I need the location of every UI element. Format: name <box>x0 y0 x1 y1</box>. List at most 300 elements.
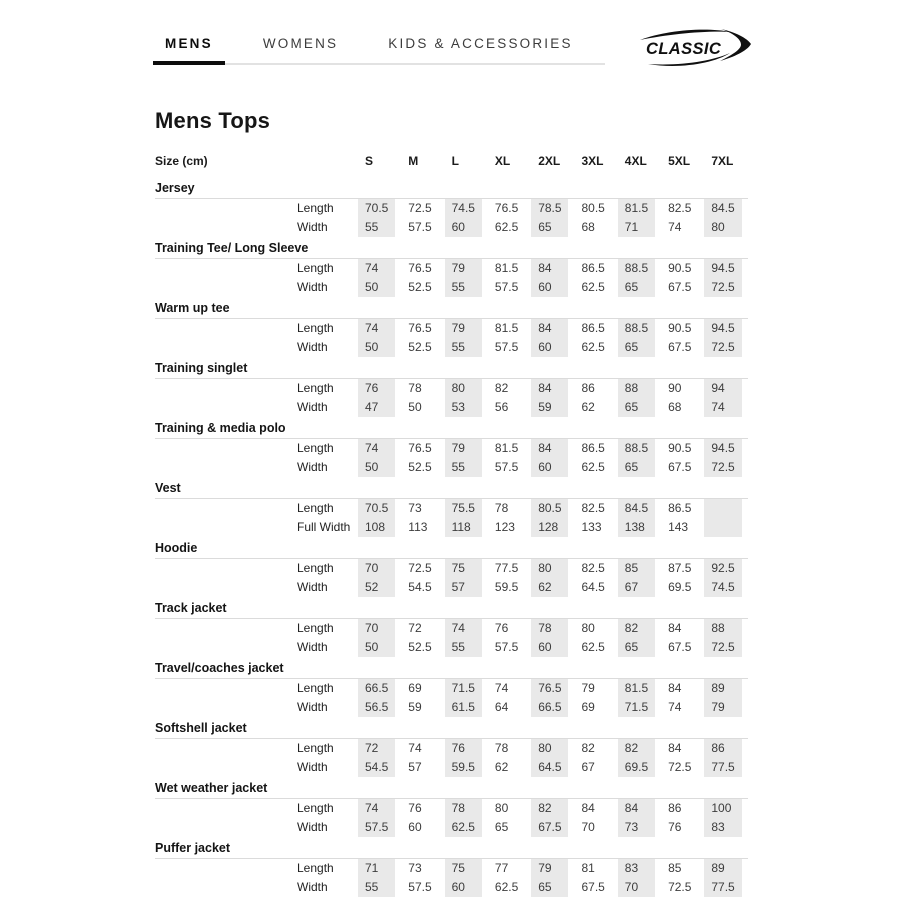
size-value-cell: 82 <box>488 379 531 398</box>
size-value-cell: 55 <box>445 638 488 657</box>
size-value-cell: 62.5 <box>445 818 488 837</box>
measurement-label: Width <box>297 460 328 474</box>
size-value-cell: 85 <box>661 859 704 878</box>
size-value-cell: 72.5 <box>401 559 444 578</box>
size-value-cell: 86.5 <box>661 499 704 518</box>
size-value-cell: 65 <box>618 638 661 657</box>
size-column-header: 3XL <box>581 154 604 168</box>
size-value-cell: 52.5 <box>401 338 444 357</box>
size-value-cell: 81.5 <box>488 439 531 458</box>
size-value-cell: 84 <box>661 619 704 638</box>
size-value-cell: 72.5 <box>401 199 444 218</box>
size-value-cell: 74.5 <box>704 578 747 597</box>
swoosh-arrow-icon <box>720 29 751 61</box>
size-value-cell: 67.5 <box>661 638 704 657</box>
size-value-cell: 82 <box>618 739 661 758</box>
size-value-cell: 82 <box>531 799 574 818</box>
size-value-cell: 57.5 <box>488 638 531 657</box>
size-value-cell: 113 <box>401 518 444 537</box>
size-value-cell: 100 <box>704 799 747 818</box>
size-value-cell: 133 <box>574 518 617 537</box>
measurement-row <box>155 518 748 537</box>
size-value-cell: 55 <box>358 878 401 897</box>
size-value-cell <box>704 499 747 518</box>
size-value-cell: 75.5 <box>445 499 488 518</box>
size-value-cell: 84 <box>531 259 574 278</box>
size-value-cell: 55 <box>445 458 488 477</box>
size-value-cell: 65 <box>488 818 531 837</box>
size-value-cell: 85 <box>618 559 661 578</box>
table-section <box>155 357 748 417</box>
measurement-label: Width <box>297 340 328 354</box>
size-value-cell: 79 <box>445 319 488 338</box>
size-value-cell: 62 <box>531 578 574 597</box>
size-value-cell: 78.5 <box>531 199 574 218</box>
size-value-cell: 77.5 <box>704 878 747 897</box>
size-value-cell: 70 <box>618 878 661 897</box>
table-section <box>155 537 748 597</box>
garment-category-label: Hoodie <box>155 537 748 559</box>
size-value-cell: 76.5 <box>531 679 574 698</box>
size-value-cell: 76.5 <box>401 259 444 278</box>
size-value-cell: 60 <box>531 458 574 477</box>
size-value-cell: 66.5 <box>531 698 574 717</box>
table-section <box>155 837 748 897</box>
size-value-cell: 74 <box>661 698 704 717</box>
size-value-cell: 73 <box>401 859 444 878</box>
size-value-cell: 79 <box>531 859 574 878</box>
measurement-row <box>155 578 748 597</box>
measurement-row <box>155 739 748 758</box>
size-value-cell: 68 <box>661 398 704 417</box>
table-section <box>155 597 748 657</box>
tab-mens[interactable]: MENS <box>165 36 213 65</box>
garment-category-label: Travel/coaches jacket <box>155 657 748 679</box>
size-column-header: 2XL <box>538 154 561 168</box>
size-value-cell: 89 <box>704 679 747 698</box>
measurement-label: Width <box>297 640 328 654</box>
classic-logo-graphic <box>636 26 754 68</box>
size-value-cell: 70 <box>574 818 617 837</box>
measurement-label: Width <box>297 580 328 594</box>
size-value-cell: 69 <box>574 698 617 717</box>
size-value-cell: 118 <box>445 518 488 537</box>
garment-category-label: Warm up tee <box>155 297 748 319</box>
size-value-cell: 84.5 <box>704 199 747 218</box>
size-value-cell: 128 <box>531 518 574 537</box>
size-value-cell: 73 <box>618 818 661 837</box>
measurement-row <box>155 439 748 458</box>
table-section <box>155 657 748 717</box>
size-value-cell: 94.5 <box>704 439 747 458</box>
size-value-cell: 75 <box>445 859 488 878</box>
size-value-cell: 84 <box>618 799 661 818</box>
measurement-label: Width <box>297 220 328 234</box>
measurement-row <box>155 199 748 218</box>
size-value-cell: 74 <box>358 259 401 278</box>
size-column-header: 7XL <box>711 154 734 168</box>
size-value-cell: 87.5 <box>661 559 704 578</box>
garment-category-label: Training singlet <box>155 357 748 379</box>
size-value-cell: 69.5 <box>661 578 704 597</box>
size-value-cell: 78 <box>531 619 574 638</box>
size-value-cell: 57.5 <box>358 818 401 837</box>
size-value-cell: 86 <box>574 379 617 398</box>
size-value-cell: 82 <box>618 619 661 638</box>
size-value-cell: 74 <box>358 799 401 818</box>
size-value-cell: 86 <box>704 739 747 758</box>
size-value-cell: 57.5 <box>401 218 444 237</box>
size-value-cell: 90.5 <box>661 259 704 278</box>
measurement-label: Length <box>297 741 334 755</box>
size-value-cell: 67.5 <box>531 818 574 837</box>
size-value-cell: 82.5 <box>574 559 617 578</box>
swoosh-top-tail-icon <box>640 30 731 40</box>
size-value-cell: 57.5 <box>488 278 531 297</box>
size-column-header: M <box>408 154 419 168</box>
size-value-cell: 65 <box>531 218 574 237</box>
size-value-cell: 72 <box>401 619 444 638</box>
size-value-cell: 57.5 <box>401 878 444 897</box>
size-value-cell: 78 <box>488 739 531 758</box>
size-value-cell: 81.5 <box>488 319 531 338</box>
measurement-label: Full Width <box>297 520 351 534</box>
measurement-row <box>155 278 748 297</box>
size-value-cell: 76 <box>488 619 531 638</box>
size-value-cell: 81.5 <box>618 679 661 698</box>
size-value-cell: 80.5 <box>574 199 617 218</box>
measurement-row <box>155 379 748 398</box>
size-value-cell: 88 <box>704 619 747 638</box>
size-value-cell: 71 <box>358 859 401 878</box>
size-value-cell: 70 <box>358 619 401 638</box>
size-value-cell: 123 <box>488 518 531 537</box>
size-value-cell: 88.5 <box>618 439 661 458</box>
size-value-cell: 64.5 <box>574 578 617 597</box>
measurement-row <box>155 758 748 777</box>
size-value-cell: 62.5 <box>574 338 617 357</box>
measurement-row <box>155 679 748 698</box>
size-value-cell: 84 <box>661 679 704 698</box>
table-section <box>155 717 748 777</box>
size-header-row <box>155 151 748 171</box>
size-value-cell: 65 <box>618 458 661 477</box>
size-value-cell: 88.5 <box>618 259 661 278</box>
measurement-row <box>155 259 748 278</box>
size-value-cell: 92.5 <box>704 559 747 578</box>
size-value-cell: 74 <box>445 619 488 638</box>
size-value-cell: 50 <box>358 278 401 297</box>
size-value-cell: 84 <box>531 379 574 398</box>
table-section <box>155 417 748 477</box>
size-value-cell: 69 <box>401 679 444 698</box>
size-value-cell: 79 <box>445 259 488 278</box>
size-value-cell: 67 <box>618 578 661 597</box>
size-value-cell: 94.5 <box>704 259 747 278</box>
size-value-cell: 56 <box>488 398 531 417</box>
size-value-cell: 81.5 <box>488 259 531 278</box>
size-value-cell: 81.5 <box>618 199 661 218</box>
size-value-cell: 59 <box>531 398 574 417</box>
size-value-cell: 76 <box>445 739 488 758</box>
measurement-row <box>155 559 748 578</box>
size-value-cell: 52.5 <box>401 458 444 477</box>
size-value-cell: 94 <box>704 379 747 398</box>
measurement-row <box>155 398 748 417</box>
measurement-label: Length <box>297 201 334 215</box>
measurement-row <box>155 878 748 897</box>
measurement-row <box>155 818 748 837</box>
table-section <box>155 297 748 357</box>
size-value-cell: 60 <box>445 878 488 897</box>
size-value-cell: 60 <box>531 638 574 657</box>
size-value-cell: 76 <box>661 818 704 837</box>
size-value-cell: 47 <box>358 398 401 417</box>
size-value-cell: 56.5 <box>358 698 401 717</box>
size-value-cell: 76 <box>358 379 401 398</box>
measurement-label: Length <box>297 681 334 695</box>
size-value-cell: 65 <box>618 338 661 357</box>
classic-logo <box>636 26 754 68</box>
size-value-cell: 84 <box>531 319 574 338</box>
size-value-cell: 82.5 <box>661 199 704 218</box>
size-value-cell: 61.5 <box>445 698 488 717</box>
size-value-cell: 60 <box>445 218 488 237</box>
size-value-cell: 72.5 <box>661 758 704 777</box>
measurement-label: Length <box>297 861 334 875</box>
size-value-cell: 86.5 <box>574 259 617 278</box>
size-value-cell: 79 <box>445 439 488 458</box>
measurement-label: Length <box>297 321 334 335</box>
size-value-cell: 50 <box>358 338 401 357</box>
size-value-cell: 88 <box>618 379 661 398</box>
size-value-cell: 57.5 <box>488 458 531 477</box>
garment-category-label: Track jacket <box>155 597 748 619</box>
size-value-cell: 52 <box>358 578 401 597</box>
garment-category-label: Softshell jacket <box>155 717 748 739</box>
size-value-cell: 67.5 <box>661 278 704 297</box>
size-value-cell: 52.5 <box>401 278 444 297</box>
size-value-cell: 67.5 <box>661 458 704 477</box>
size-column-header: 5XL <box>668 154 691 168</box>
size-value-cell: 83 <box>618 859 661 878</box>
size-value-cell: 72.5 <box>704 278 747 297</box>
size-value-cell: 71 <box>618 218 661 237</box>
size-value-cell: 74 <box>358 319 401 338</box>
size-value-cell: 74.5 <box>445 199 488 218</box>
size-column-header: S <box>365 154 374 168</box>
size-value-cell: 62 <box>574 398 617 417</box>
size-value-cell: 138 <box>618 518 661 537</box>
size-value-cell: 67 <box>574 758 617 777</box>
measurement-row <box>155 859 748 878</box>
size-value-cell: 77.5 <box>488 559 531 578</box>
size-value-cell: 80 <box>531 739 574 758</box>
size-value-cell: 108 <box>358 518 401 537</box>
size-chart-table <box>155 151 748 897</box>
measurement-row <box>155 499 748 518</box>
size-value-cell: 55 <box>445 278 488 297</box>
size-value-cell: 76.5 <box>401 439 444 458</box>
size-value-cell: 74 <box>488 679 531 698</box>
size-value-cell: 80.5 <box>531 499 574 518</box>
size-value-cell: 84 <box>574 799 617 818</box>
garment-category-label: Vest <box>155 477 748 499</box>
size-value-cell: 72.5 <box>704 638 747 657</box>
measurement-label: Length <box>297 801 334 815</box>
size-value-cell: 78 <box>445 799 488 818</box>
size-value-cell: 59 <box>401 698 444 717</box>
size-value-cell: 80 <box>445 379 488 398</box>
size-value-cell: 70 <box>358 559 401 578</box>
size-value-cell: 62 <box>488 758 531 777</box>
size-value-cell <box>704 518 747 537</box>
size-value-cell: 60 <box>401 818 444 837</box>
size-unit-label: Size (cm) <box>155 154 208 168</box>
size-value-cell: 62.5 <box>574 458 617 477</box>
size-value-cell: 80 <box>704 218 747 237</box>
size-value-cell: 80 <box>531 559 574 578</box>
measurement-label: Width <box>297 700 328 714</box>
size-value-cell: 67.5 <box>661 338 704 357</box>
size-value-cell: 74 <box>661 218 704 237</box>
size-value-cell: 75 <box>445 559 488 578</box>
size-value-cell: 70.5 <box>358 499 401 518</box>
size-value-cell: 64 <box>488 698 531 717</box>
measurement-row <box>155 698 748 717</box>
size-column-header: XL <box>494 154 511 168</box>
size-value-cell: 62.5 <box>488 878 531 897</box>
size-value-cell: 55 <box>445 338 488 357</box>
size-value-cell: 73 <box>401 499 444 518</box>
garment-category-label: Wet weather jacket <box>155 777 748 799</box>
size-value-cell: 65 <box>618 278 661 297</box>
measurement-row <box>155 338 748 357</box>
size-value-cell: 68 <box>574 218 617 237</box>
size-value-cell: 71.5 <box>618 698 661 717</box>
size-value-cell: 59.5 <box>488 578 531 597</box>
size-value-cell: 53 <box>445 398 488 417</box>
size-value-cell: 74 <box>704 398 747 417</box>
size-value-cell: 70.5 <box>358 199 401 218</box>
size-value-cell: 62.5 <box>574 638 617 657</box>
size-value-cell: 57.5 <box>488 338 531 357</box>
size-value-cell: 143 <box>661 518 704 537</box>
size-value-cell: 80 <box>488 799 531 818</box>
measurement-label: Width <box>297 760 328 774</box>
size-value-cell: 76 <box>401 799 444 818</box>
size-chart-sections <box>155 177 748 897</box>
size-value-cell: 65 <box>531 878 574 897</box>
size-value-cell: 74 <box>358 439 401 458</box>
measurement-row <box>155 799 748 818</box>
size-value-cell: 84.5 <box>618 499 661 518</box>
size-value-cell: 76.5 <box>401 319 444 338</box>
measurement-label: Length <box>297 261 334 275</box>
tab-womens[interactable]: WOMENS <box>262 36 339 51</box>
measurement-label: Width <box>297 400 328 414</box>
size-value-cell: 88.5 <box>618 319 661 338</box>
size-column-header: L <box>451 154 459 168</box>
size-value-cell: 57 <box>401 758 444 777</box>
size-value-cell: 72 <box>358 739 401 758</box>
page-title: Mens Tops <box>155 108 271 133</box>
size-value-cell: 78 <box>488 499 531 518</box>
size-value-cell: 86.5 <box>574 439 617 458</box>
measurement-label: Width <box>297 280 328 294</box>
logo-text: CLASSIC <box>646 40 722 58</box>
measurement-row <box>155 458 748 477</box>
measurement-row <box>155 619 748 638</box>
measurement-row <box>155 638 748 657</box>
measurement-label: Length <box>297 441 334 455</box>
size-value-cell: 76.5 <box>488 199 531 218</box>
size-value-cell: 81 <box>574 859 617 878</box>
size-value-cell: 83 <box>704 818 747 837</box>
size-value-cell: 86.5 <box>574 319 617 338</box>
garment-category-label: Training Tee/ Long Sleeve <box>155 237 748 259</box>
size-value-cell: 50 <box>358 638 401 657</box>
size-value-cell: 69.5 <box>618 758 661 777</box>
size-value-cell: 94.5 <box>704 319 747 338</box>
size-value-cell: 89 <box>704 859 747 878</box>
size-value-cell: 84 <box>531 439 574 458</box>
size-value-cell: 74 <box>401 739 444 758</box>
size-value-cell: 59.5 <box>445 758 488 777</box>
size-column-header: 4XL <box>624 154 647 168</box>
size-value-cell: 77.5 <box>704 758 747 777</box>
tab-kids-accessories[interactable]: KIDS & ACCESSORIES <box>388 36 573 51</box>
size-value-cell: 79 <box>574 679 617 698</box>
size-value-cell: 72.5 <box>704 458 747 477</box>
size-value-cell: 72.5 <box>661 878 704 897</box>
size-value-cell: 50 <box>401 398 444 417</box>
size-value-cell: 80 <box>574 619 617 638</box>
size-value-cell: 90.5 <box>661 319 704 338</box>
size-value-cell: 67.5 <box>574 878 617 897</box>
size-value-cell: 82 <box>574 739 617 758</box>
size-value-cell: 52.5 <box>401 638 444 657</box>
size-value-cell: 62.5 <box>574 278 617 297</box>
garment-category-label: Jersey <box>155 177 748 199</box>
table-section <box>155 477 748 537</box>
measurement-label: Width <box>297 820 328 834</box>
size-value-cell: 55 <box>358 218 401 237</box>
size-value-cell: 86 <box>661 799 704 818</box>
garment-category-label: Training & media polo <box>155 417 748 439</box>
size-value-cell: 82.5 <box>574 499 617 518</box>
size-value-cell: 60 <box>531 338 574 357</box>
size-value-cell: 72.5 <box>704 338 747 357</box>
size-value-cell: 84 <box>661 739 704 758</box>
size-value-cell: 64.5 <box>531 758 574 777</box>
size-value-cell: 71.5 <box>445 679 488 698</box>
table-section <box>155 177 748 237</box>
size-value-cell: 50 <box>358 458 401 477</box>
size-value-cell: 77 <box>488 859 531 878</box>
category-tab-bar <box>153 36 605 65</box>
size-value-cell: 90 <box>661 379 704 398</box>
measurement-label: Length <box>297 621 334 635</box>
measurement-row <box>155 319 748 338</box>
measurement-label: Width <box>297 880 328 894</box>
measurement-label: Length <box>297 501 334 515</box>
size-value-cell: 66.5 <box>358 679 401 698</box>
measurement-label: Length <box>297 561 334 575</box>
size-value-cell: 79 <box>704 698 747 717</box>
table-section <box>155 237 748 297</box>
size-value-cell: 90.5 <box>661 439 704 458</box>
